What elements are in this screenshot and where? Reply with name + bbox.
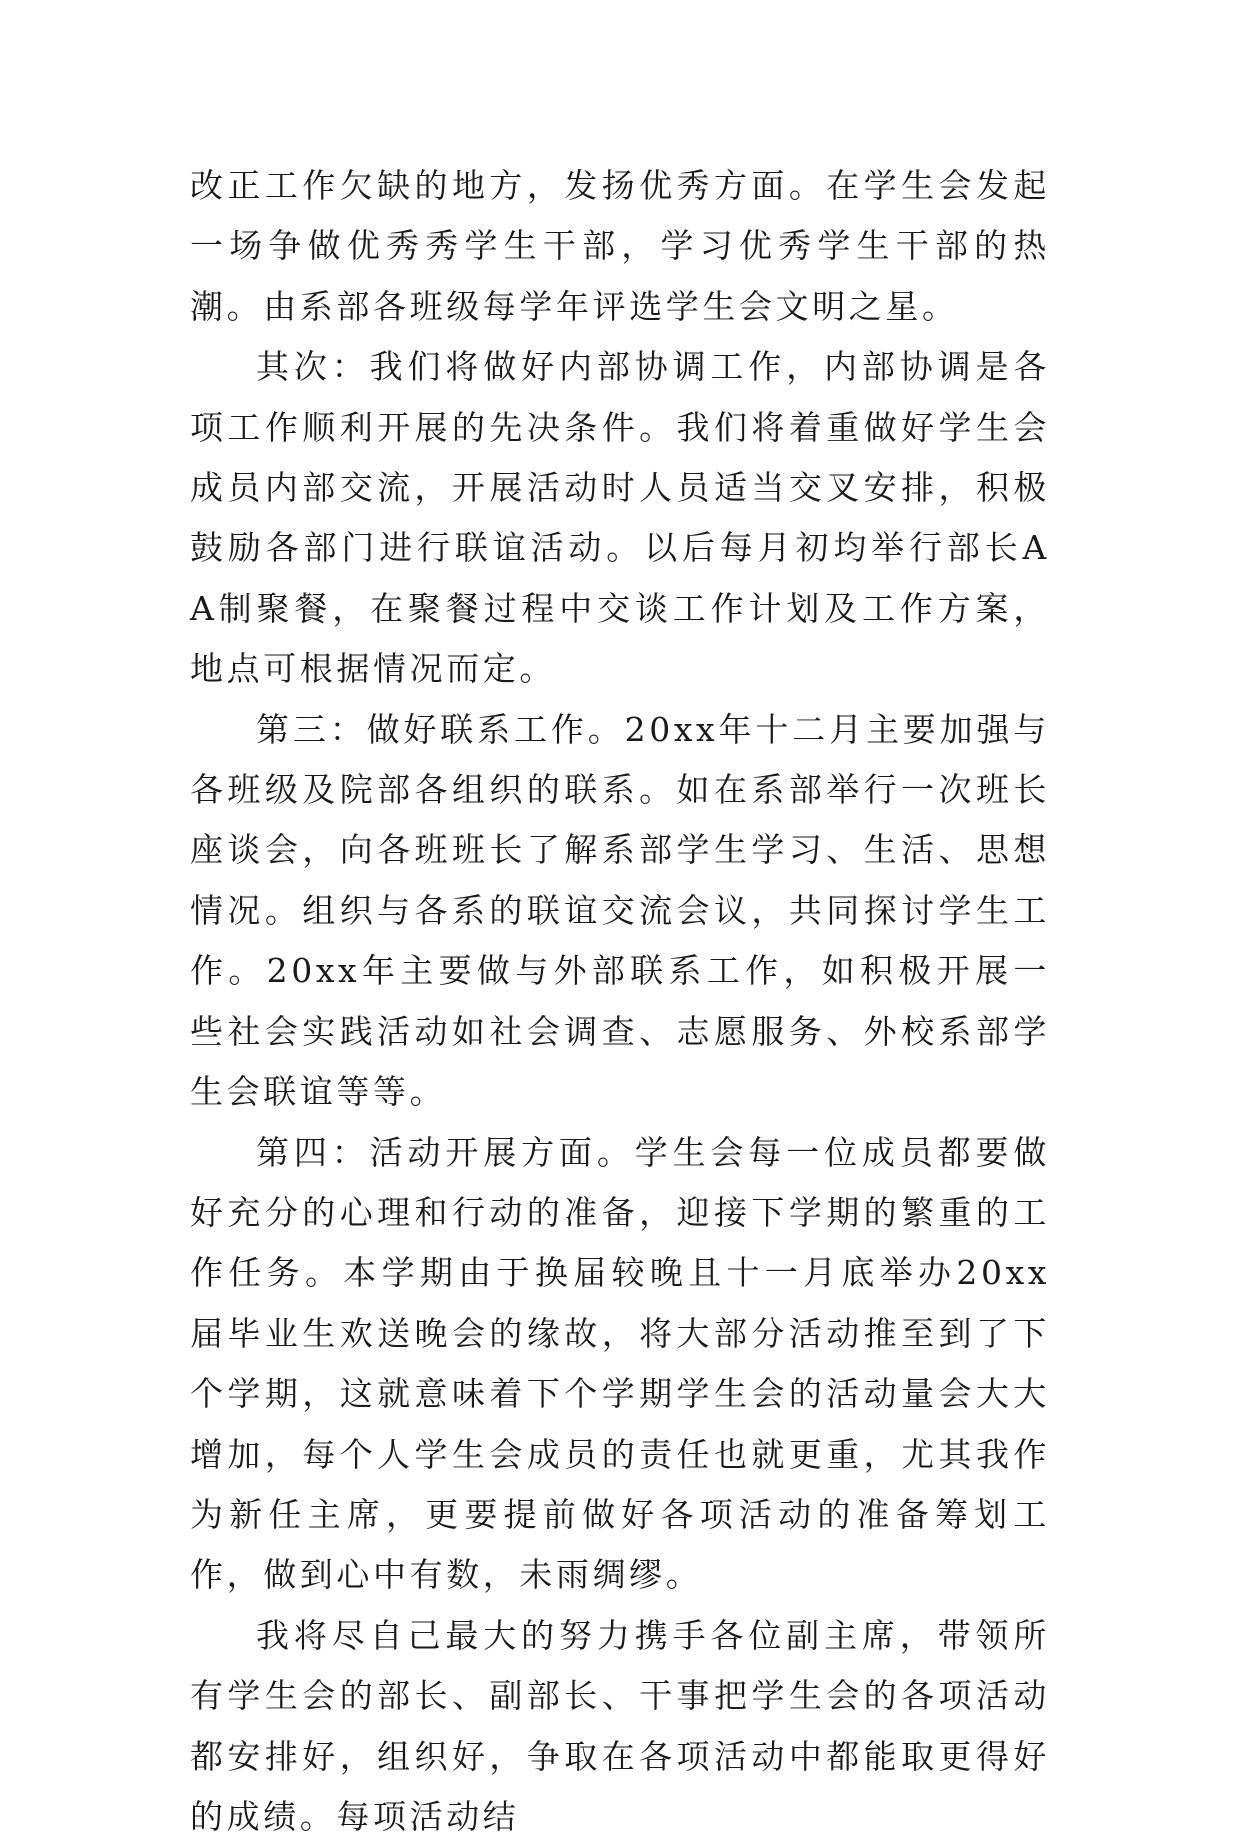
paragraph-5: 我将尽自己最大的努力携手各位副主席，带领所有学生会的部长、副部长、干事把学生会的各项活动都安排好，组织好，争取在各项活动中都能取更得好的成绩。每项活动结: [190, 1615, 1050, 1836]
paragraph-3: 第三：做好联系工作。20xx年十二月主要加强与各班级及院部各组织的联系。如在系部举行一次班长座谈会，向各班班长了解系部学生学习、生活、思想情况。组织与各系的联谊交流会议，共同探讨学生工作。20xx年主要做与外部联系工作，如积极开展一些社会实践活动如社会调查、志愿服务、外校系部学生会联谊等等。: [190, 709, 1050, 1112]
paragraph-4: 第四：活动开展方面。学生会每一位成员都要做好充分的心理和行动的准备，迎接下学期的繁重的工作任务。本学期由于换届较晚且十一月底举办20xx届毕业生欢送晚会的缘故，将大部分活动推至到了下个学期，这就意味着下个学期学生会的活动量会大大增加，每个人学生会成员的责任也就更重，尤其我作为新任主席，更要提前做好各项活动的准备筹划工作，做到心中有数，未雨绸缪。: [190, 1132, 1050, 1595]
paragraph-2: 其次：我们将做好内部协调工作，内部协调是各项工作顺利开展的先决条件。我们将着重做好学生会成员内部交流，开展活动时人员适当交叉安排，积极鼓励各部门进行联谊活动。以后每月初均举行部长AA制聚餐，在聚餐过程中交谈工作计划及工作方案，地点可根据情况而定。: [190, 347, 1050, 689]
paragraph-1: 改正工作欠缺的地方，发扬优秀方面。在学生会发起一场争做优秀秀学生干部，学习优秀学生干部的热潮。由系部各班级每学年评选学生会文明之星。: [190, 166, 1050, 326]
document-body: [190, 156, 1050, 1847]
